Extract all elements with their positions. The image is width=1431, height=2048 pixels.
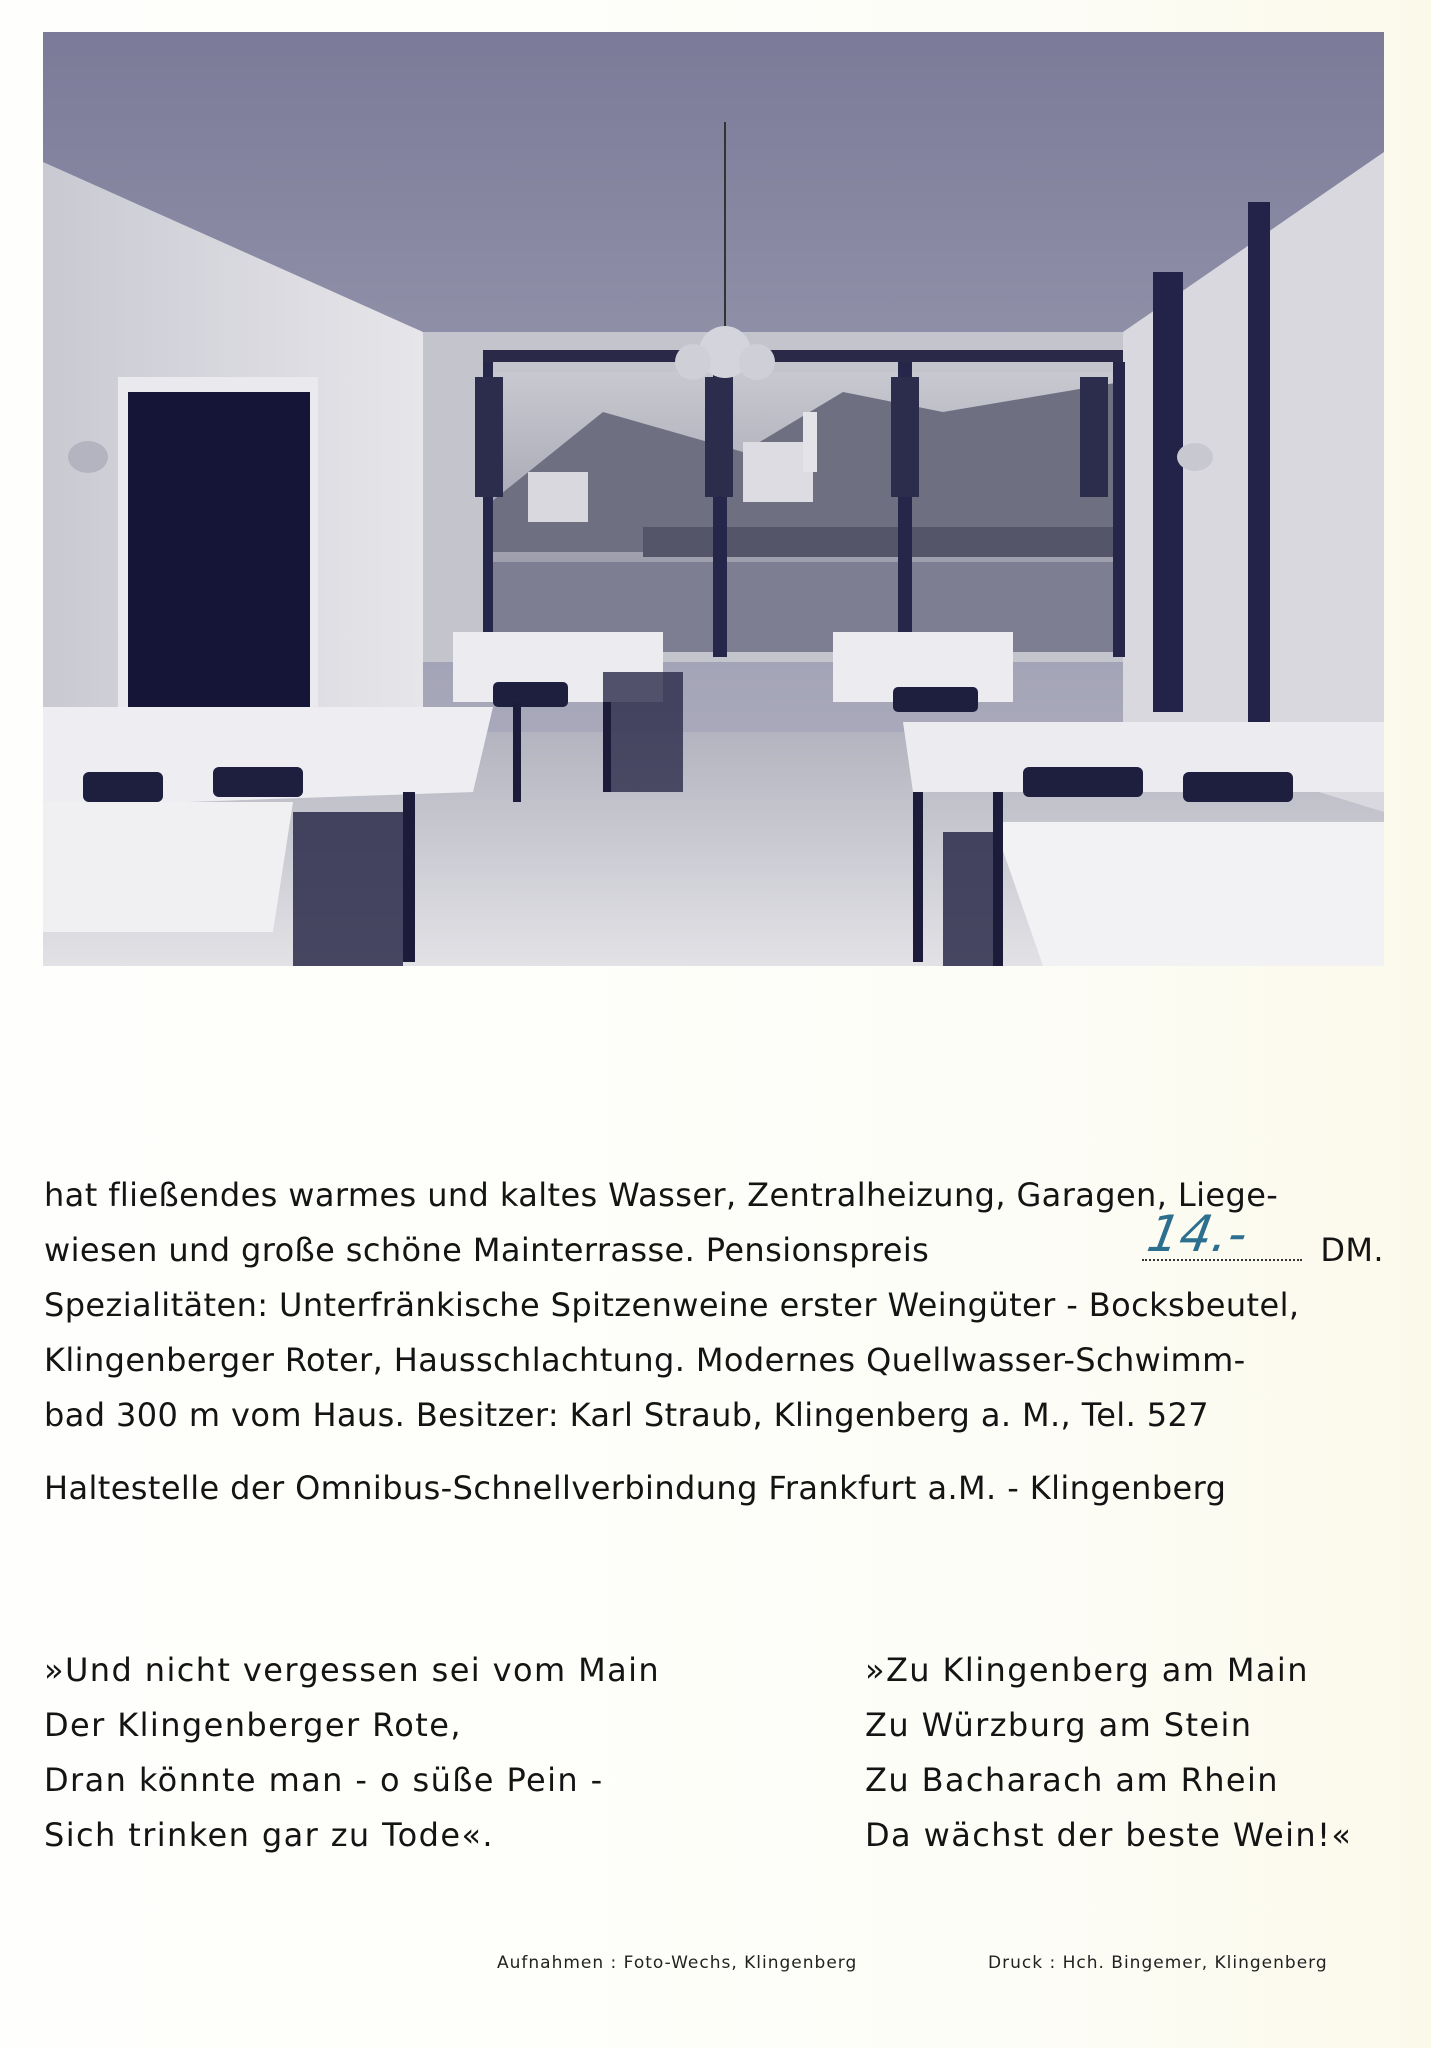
text-line-4-content: Klingenberger Roter, Hausschlachtung. Modernes Quellwasser-Schwimm-: [44, 1341, 1246, 1379]
text-line-6-content: Haltestelle der Omnibus-Schnellverbindung Frankfurt a.M. - Klingenberg: [44, 1469, 1227, 1507]
handwritten-price: 14.-: [1142, 1205, 1253, 1263]
poem-left-line: Sich trinken gar zu Tode«.: [44, 1816, 494, 1854]
poem-left: [44, 1643, 660, 1863]
text-line-5-content: bad 300 m vom Haus. Besitzer: Karl Straub, Klingenberg a. M., Tel. 527: [44, 1396, 1210, 1434]
poem-right: [865, 1643, 1352, 1863]
price-unit: DM.: [1320, 1231, 1384, 1269]
poem-right-line: Da wächst der beste Wein!«: [865, 1816, 1353, 1854]
poem-left-line: Dran könnte man - o süße Pein -: [44, 1761, 604, 1799]
dining-room-photo: [43, 32, 1384, 966]
price-field: [1134, 1205, 1384, 1278]
print-credit: Druck : Hch. Bingemer, Klingenberg: [988, 1953, 1328, 1973]
poem-right-line: »Zu Klingenberg am Main: [865, 1651, 1309, 1689]
poem-right-line: Zu Würzburg am Stein: [865, 1706, 1253, 1744]
text-line-4: [44, 1333, 1384, 1388]
description-text: [44, 1168, 1384, 1516]
text-line-3: [44, 1278, 1384, 1333]
text-line-6: [44, 1461, 1384, 1516]
text-line-1-content: hat fließendes warmes und kaltes Wasser, Zentralheizung, Garagen, Liege-: [44, 1176, 1279, 1214]
price-dotted-slot: [1142, 1205, 1302, 1263]
text-line-2: [44, 1205, 1384, 1278]
text-line-2-content: wiesen und große schöne Mainterrasse. Pensionspreis: [44, 1231, 930, 1269]
text-line-5: [44, 1388, 1384, 1443]
photo-illustration: [43, 32, 1384, 966]
text-line-3-content: Spezialitäten: Unterfränkische Spitzenweine erster Weingüter - Bocksbeutel,: [44, 1286, 1300, 1324]
photo-credit: Aufnahmen : Foto-Wechs, Klingenberg: [497, 1953, 858, 1973]
poem-left-line: Der Klingenberger Rote,: [44, 1706, 462, 1744]
poem-left-line: »Und nicht vergessen sei vom Main: [44, 1651, 661, 1689]
poem-right-line: Zu Bacharach am Rhein: [865, 1761, 1279, 1799]
